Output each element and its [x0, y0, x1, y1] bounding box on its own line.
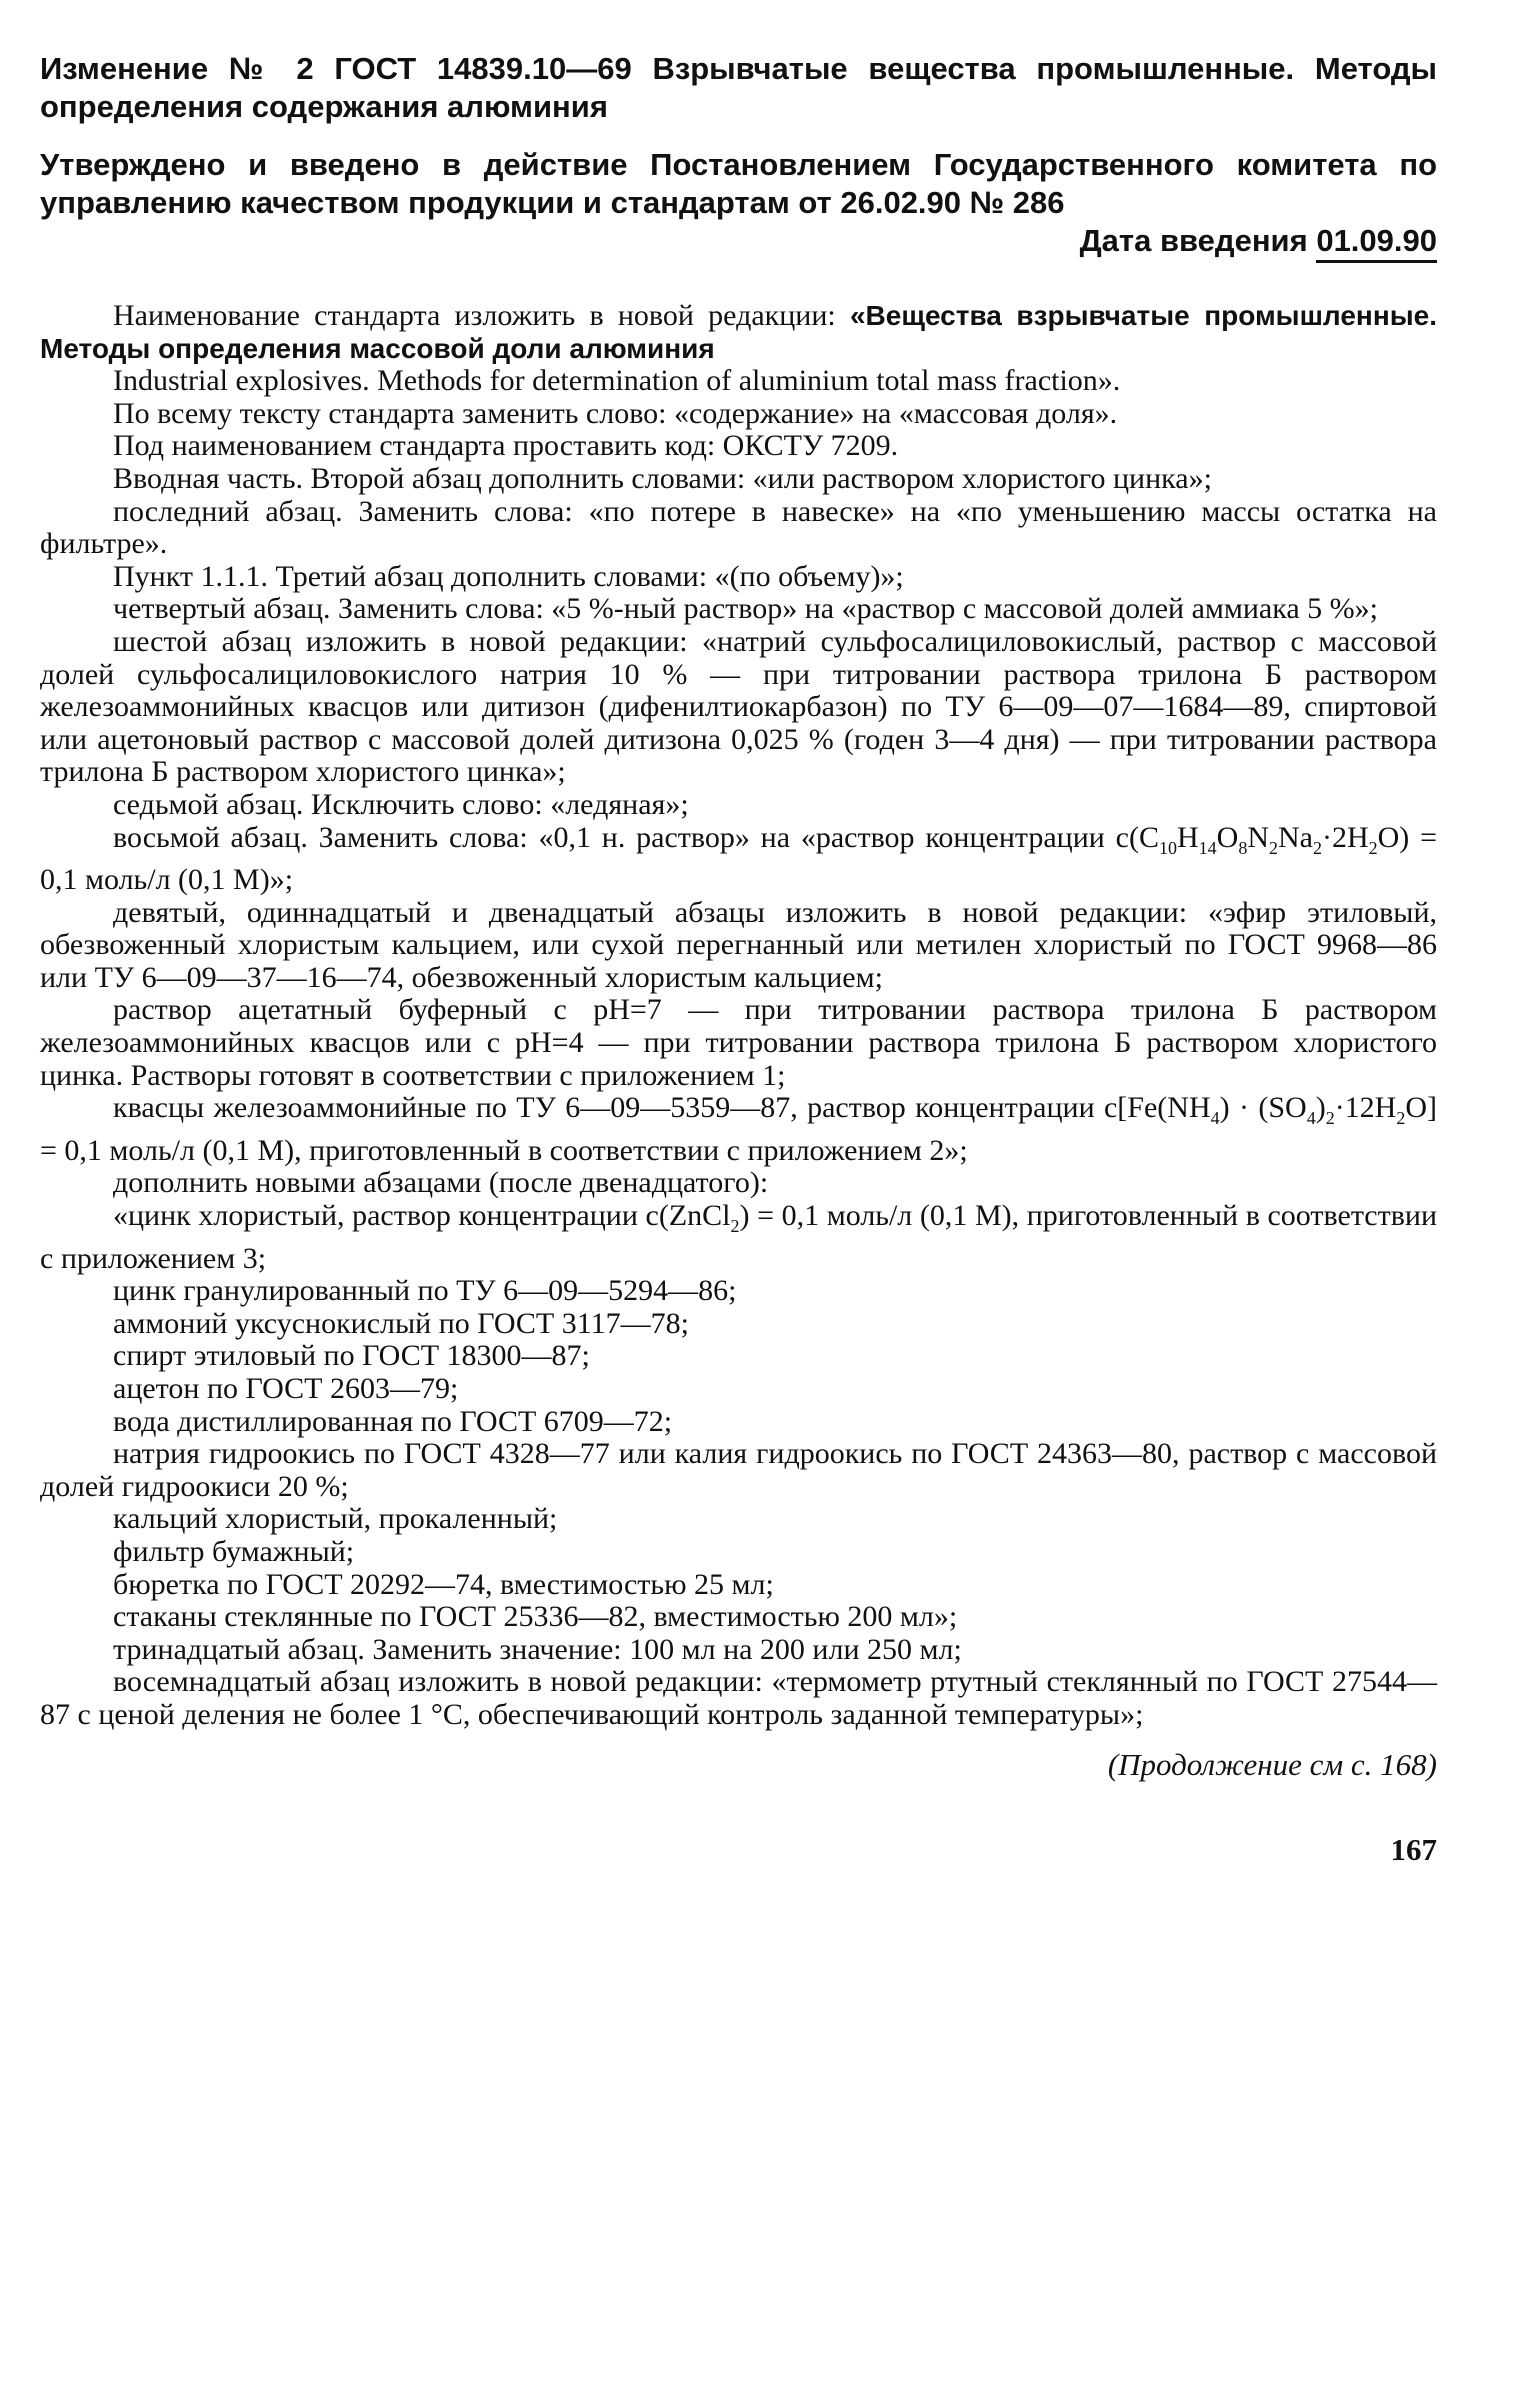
amendment-title: Изменение № 2 ГОСТ 14839.10—69 Взрывчатые вещества промышленные. Методы определения содержания алюминия	[40, 51, 1437, 124]
paragraph-text: Наименование стандарта изложить в новой редакции:	[113, 299, 836, 332]
subscript: 4	[1306, 1108, 1316, 1129]
paragraph: восемнадцатый абзац изложить в новой редакции: «термометр ртутный стеклянный по ГОСТ 27544—87 с ценой деления не более 1 °С, обеспечивающий контроль заданной температуры»;	[40, 1665, 1437, 1731]
paragraph-formula: квасцы железоаммонийные по ТУ 6—09—5359—87, раствор концентрации $c[Fe(NH_4) \cdot (SO_4)_2\cdot 12H_2O] = 0,1$ моль/л (0,1 М), приготовленный в соответствии с приложением 2»;	[40, 1091, 1437, 1167]
formula-part: ) = 0,1 моль/л (0,1 М), приготовленный в соответствии с приложением 3;	[40, 1199, 1437, 1275]
formula-part: O) = 0,1 моль/л (0,1 М)»;	[40, 820, 1438, 897]
paragraph: аммоний уксуснокислый по ГОСТ 3117—78;	[113, 1306, 689, 1340]
subscript: 2	[730, 1216, 740, 1237]
paragraph: Industrial explosives. Methods for determination of aluminium total mass fraction».	[113, 364, 1121, 398]
formula-part: ·2H	[1321, 820, 1369, 854]
paragraph: кальций хлористый, прокаленный;	[113, 1502, 558, 1536]
continuation-note: (Продолжение см с. 168)	[1107, 1746, 1437, 1782]
paragraph	[40, 300, 1437, 365]
paragraph: четвертый абзац. Заменить слова: «5 %-ный раствор» на «раствор с массовой долей аммиака 5 %»;	[113, 592, 1378, 626]
subscript: 2	[1312, 837, 1322, 858]
formula-part: O] = 0,1 моль/л (0,1 М), приготовленный в соответствии с приложением 2»;	[40, 1091, 1437, 1167]
paragraph: Под наименованием стандарта проставить код: ОКСТУ 7209.	[113, 429, 899, 463]
paragraph: дополнить новыми абзацами (после двенадцатого):	[113, 1166, 769, 1200]
subscript: 8	[1238, 837, 1248, 858]
subscript: 10	[1158, 837, 1177, 858]
paragraph: девятый, одиннадцатый и двенадцатый абзацы изложить в новой редакции: «эфир этиловый, обезвоженный хлористым кальцием, или сухой перегнанный или метилен хлористый по ГОСТ 9968—86 или ТУ 6—09—37—16—74, обезвоженный хлористым кальцием;	[40, 895, 1437, 994]
subscript: 2	[1269, 837, 1278, 858]
formula-part: Na	[1278, 820, 1313, 854]
formula-part: ·12H	[1334, 1091, 1397, 1125]
paragraph-text: восьмой абзац. Заменить слова: «0,1 н. раствор» на «раствор концентрации	[113, 820, 1105, 854]
paragraph: вода дистиллированная по ГОСТ 6709—72;	[113, 1404, 673, 1438]
new-title-bold: «Вещества взрывчатые промышленные. Методы определения массовой доли алюминия	[40, 300, 1437, 364]
subscript: 4	[1210, 1108, 1220, 1129]
paragraph: Пункт 1.1.1. Третий абзац дополнить словами: «(по объему)»;	[113, 559, 904, 593]
formula-part: квасцы железоаммонийные по ТУ 6—09—5359—87, раствор концентрации c[Fe(NH	[113, 1091, 1211, 1125]
approval-statement: Утверждено и введено в действие Постановлением Государственного комитета по управлению качеством продукции и стандартам от 26.02.90 № 286	[40, 147, 1437, 220]
formula-part: c(C	[1115, 820, 1159, 854]
page-number: 167	[1390, 1831, 1437, 1867]
paragraph: бюретка по ГОСТ 20292—74, вместимостью 25 мл;	[113, 1567, 774, 1601]
paragraph: тринадцатый абзац. Заменить значение: 100 мл на 200 или 250 мл;	[113, 1632, 962, 1666]
date-label: Дата введения	[1079, 223, 1308, 258]
paragraph: шестой абзац изложить в новой редакции: «натрий сульфосалициловокислый, раствор с массовой долей сульфосалициловокислого натрия 10 % — при титровании раствора трилона Б раствором железоаммонийных квасцов или дитизон (дифенилтиокарбазон) по ТУ 6—09—07—1684—89, спиртовой или ацетоновый раствор с массовой долей дитизона 0,025 % (годен 3—4 дня) — при титровании раствора трилона Б раствором хлористого цинка»;	[40, 624, 1437, 789]
paragraph: Вводная часть. Второй абзац дополнить словами: «или раствором хлористого цинка»;	[113, 461, 1212, 495]
subscript: 2	[1368, 837, 1378, 858]
formula-part: H	[1176, 820, 1199, 854]
document-body	[40, 300, 1437, 1732]
formula-part: «цинк хлористый, раствор концентрации c(ZnCl	[113, 1199, 731, 1233]
paragraph: ацетон по ГОСТ 2603—79;	[113, 1372, 459, 1405]
paragraph: раствор ацетатный буферный с pH=7 — при титровании раствора трилона Б раствором железоаммонийных квасцов или с pH=4 — при титровании раствора трилона Б раствором хлористого цинка. Растворы готовят в соответствии с приложением 1;	[40, 993, 1437, 1092]
paragraph: фильтр бумажный;	[113, 1534, 355, 1568]
paragraph: седьмой абзац. Исключить слово: «ледяная»;	[113, 787, 689, 821]
paragraph: цинк гранулированный по ТУ 6—09—5294—86;	[113, 1274, 737, 1308]
paragraph: По всему тексту стандарта заменить слово: «содержание» на «массовая доля».	[113, 396, 1118, 430]
paragraph: последний абзац. Заменить слова: «по потере в навеске» на «по уменьшению массы остатка на фильтре».	[40, 494, 1437, 561]
subscript: 2	[1396, 1108, 1406, 1129]
paragraph-formula	[40, 822, 1437, 897]
formula-part: ) · (SO	[1219, 1091, 1307, 1125]
paragraph: натрия гидроокись по ГОСТ 4328—77 или калия гидроокись по ГОСТ 24363—80, раствор с массовой долей гидроокиси 20 %;	[40, 1437, 1437, 1503]
subscript: 2	[1325, 1108, 1335, 1129]
paragraph-formula	[40, 1200, 1437, 1275]
subscript: 14	[1198, 837, 1217, 858]
formula-part: O	[1216, 820, 1239, 854]
paragraph: стаканы стеклянные по ГОСТ 25336—82, вместимостью 200 мл»;	[113, 1600, 958, 1634]
effective-date	[40, 222, 1437, 260]
formula-part: N	[1247, 820, 1269, 854]
paragraph: спирт этиловый по ГОСТ 18300—87;	[113, 1339, 590, 1373]
date-value: 01.09.90	[1316, 223, 1437, 263]
